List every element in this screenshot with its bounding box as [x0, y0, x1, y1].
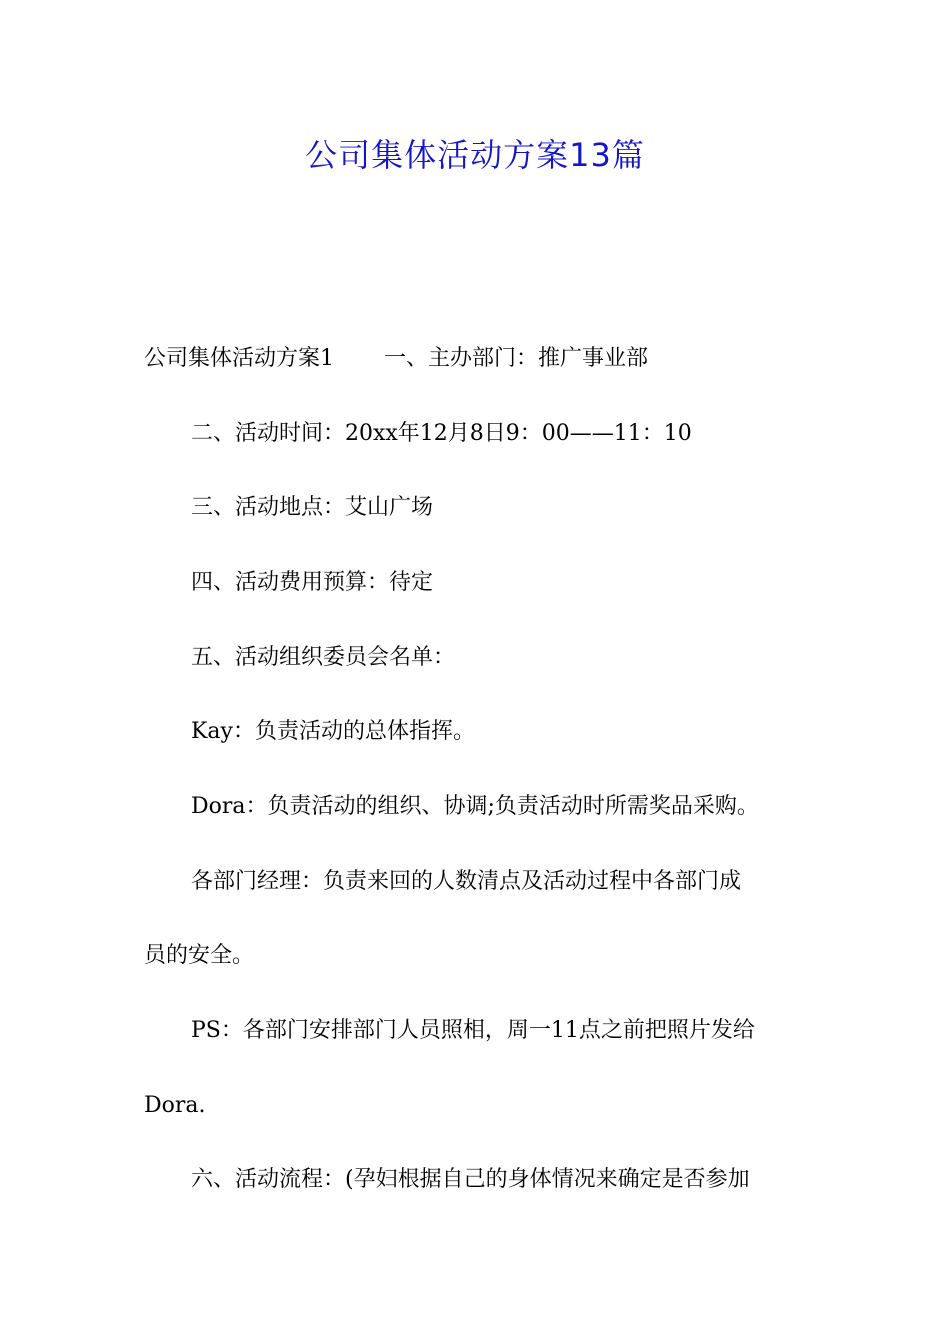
document-title: 公司集体活动方案13篇 [305, 136, 645, 174]
dept-managers-line: 各部门经理：负责来回的人数清点及活动过程中各部门成 [191, 869, 742, 894]
activity-location-line: 三、活动地点：艾山广场 [191, 495, 434, 520]
activity-time-line: 二、活动时间：20xx年12月8日9：00——11：10 [191, 421, 692, 446]
dept-managers-line-cont: 员的安全。 [144, 943, 255, 968]
activity-process-line: 六、活动流程：(孕妇根据自己的身体情况来确定是否参加 [191, 1167, 750, 1192]
committee-dora-line: Dora：负责活动的组织、协调;负责活动时所需奖品采购。 [191, 794, 759, 819]
committee-kay-line: Kay：负责活动的总体指挥。 [191, 719, 475, 744]
organizer-line: 一、主办部门：推广事业部 [384, 346, 649, 371]
ps-note-line: PS：各部门安排部门人员照相，周一11点之前把照片发给 [191, 1018, 755, 1043]
budget-line: 四、活动费用预算：待定 [191, 570, 434, 595]
section-heading: 公司集体活动方案1 [144, 346, 334, 371]
ps-note-line-cont: Dora. [144, 1093, 206, 1118]
committee-heading-line: 五、活动组织委员会名单： [191, 645, 456, 670]
section-first-line [144, 344, 814, 374]
